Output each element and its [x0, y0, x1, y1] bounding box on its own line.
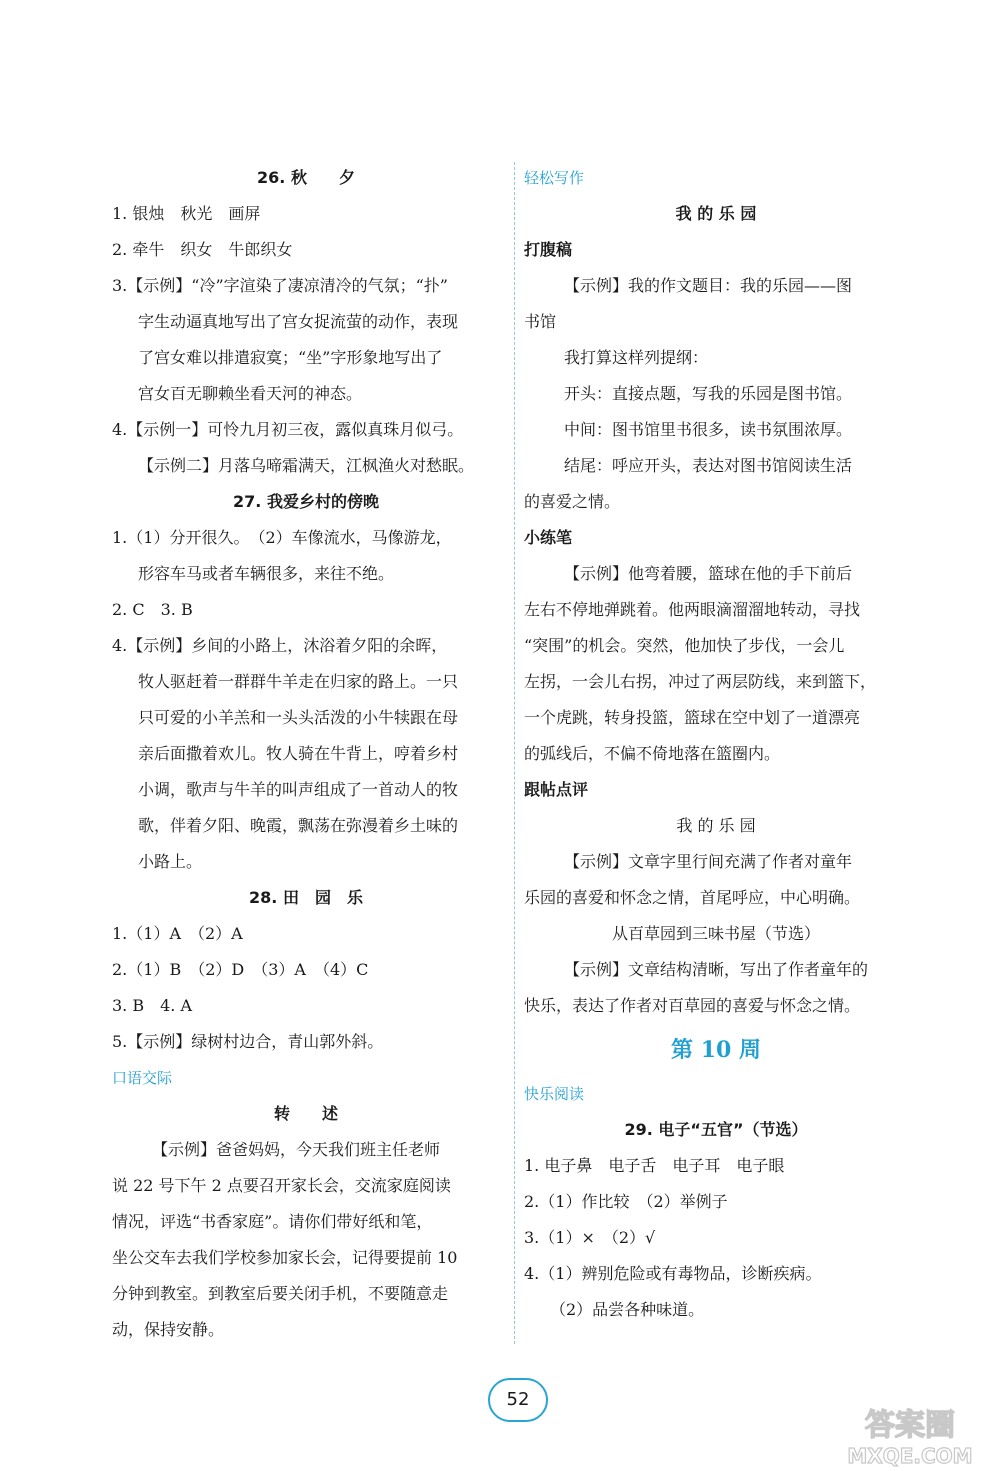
answer-line: 结尾：呼应开头，表达对图书馆阅读生活	[564, 456, 853, 475]
answer-line: 分钟到教室。到教室后要关闭手机，不要随意走	[112, 1284, 449, 1303]
answer-line: 动，保持安静。	[112, 1320, 225, 1339]
answer-line: 2.（1）作比较 （2）举例子	[524, 1192, 728, 1211]
answer-line: 宫女百无聊赖坐看天河的神态。	[138, 384, 363, 403]
answer-line: 【示例】爸爸妈妈，今天我们班主任老师	[152, 1140, 441, 1159]
answer-line: 1. 银烛 秋光 画屏	[112, 204, 261, 223]
lesson-title-28: 28. 田 园 乐	[249, 888, 363, 907]
answer-line: 4.【示例一】可怜九月初三夜，露似真珠月似弓。	[112, 420, 464, 439]
week-heading: 第 10 周	[671, 1037, 761, 1063]
answer-line: 情况，评选“书香家庭”。请你们带好纸和笔，	[112, 1212, 433, 1231]
answer-line: 牧人驱赶着一群群牛羊走在归家的路上。一只	[138, 672, 459, 691]
lesson-title-26: 26. 秋 夕	[257, 168, 355, 187]
answer-line: 【示例】我的作文题目：我的乐园——图	[564, 276, 853, 295]
answer-line: 的喜爱之情。	[524, 492, 621, 511]
answer-line: 的弧线后，不偏不倚地落在篮圈内。	[524, 744, 781, 763]
answer-line: 2.（1）B （2）D （3）A （4）C	[112, 960, 369, 979]
answer-line: 我打算这样列提纲：	[564, 348, 709, 367]
answer-line: （2）品尝各种味道。	[550, 1300, 705, 1319]
relay-title: 转 述	[273, 1104, 338, 1123]
column-divider	[514, 162, 515, 1344]
subheading-practice: 小练笔	[524, 528, 573, 547]
page-number: 52	[488, 1378, 548, 1422]
answer-line: 4.【示例】乡间的小路上，沐浴着夕阳的余晖，	[112, 636, 448, 655]
answer-line: 1.（1）A （2）A	[112, 924, 243, 943]
answer-line: 4.（1）辨别危险或有毒物品，诊断疾病。	[524, 1264, 822, 1283]
answer-line: 【示例】他弯着腰，篮球在他的手下前后	[564, 564, 853, 583]
answer-line: 快乐，表达了作者对百草园的喜爱与怀念之情。	[524, 996, 861, 1015]
answer-line: 坐公交车去我们学校参加家长会，记得要提前 10	[112, 1248, 458, 1267]
answer-line: 中间：图书馆里书很多，读书氛围浓厚。	[564, 420, 853, 439]
answer-line: 小路上。	[138, 852, 203, 871]
answer-line: 1. 电子鼻 电子舌 电子耳 电子眼	[524, 1156, 785, 1175]
answer-line: 说 22 号下午 2 点要召开家长会，交流家庭阅读	[112, 1176, 451, 1195]
answer-line: 【示例】文章结构清晰，写出了作者童年的	[564, 960, 869, 979]
answer-line: 左右不停地弹跳着。他两眼滴溜溜地转动，寻找	[524, 600, 861, 619]
left-column	[112, 160, 500, 1348]
answer-line: 小调，歌声与牛羊的叫声组成了一首动人的牧	[138, 780, 459, 799]
answer-line: “突围”的机会。突然，他加快了步伐，一会儿	[524, 636, 845, 655]
lesson-title-29: 29. 电子“五官”（节选）	[624, 1120, 808, 1139]
answer-line: 亲后面撒着欢儿。牧人骑在牛背上，哼着乡村	[138, 744, 459, 763]
answer-line: 形容车马或者车辆很多，来往不绝。	[138, 564, 395, 583]
svg-text:答案圈: 答案圈	[865, 1408, 955, 1443]
right-column	[524, 160, 908, 1328]
svg-text:MXQE.COM: MXQE.COM	[847, 1444, 973, 1468]
answer-line: 【示例】文章字里行间充满了作者对童年	[564, 852, 853, 871]
answer-line: 了宫女难以排遣寂寞；“坐”字形象地写出了	[138, 348, 443, 367]
answer-line: 1.（1）分开很久。 （2）车像流水，马像游龙，	[112, 528, 452, 547]
answer-line: 一个虎跳，转身投篮，篮球在空中划了一道漂亮	[524, 708, 861, 727]
section-happy-reading: 快乐阅读	[524, 1085, 585, 1103]
answer-line: 乐园的喜爱和怀念之情，首尾呼应，中心明确。	[524, 888, 861, 907]
answer-line: 【示例二】月落乌啼霜满天，江枫渔火对愁眠。	[138, 456, 475, 475]
subheading-review: 跟帖点评	[524, 780, 589, 799]
answer-line: 3.（1）× （2）√	[524, 1228, 656, 1247]
review-title-2: 从百草园到三味书屋（节选）	[611, 924, 820, 943]
watermark-logo	[820, 1395, 1000, 1471]
answer-line: 2. C 3. B	[112, 600, 193, 619]
subheading-draft: 打腹稿	[524, 240, 573, 259]
section-oral-communication: 口语交际	[112, 1069, 173, 1087]
section-easy-writing: 轻松写作	[524, 169, 585, 187]
answer-line: 左拐，一会儿右拐，冲过了两层防线，来到篮下，	[524, 672, 877, 691]
answer-line: 歌，伴着夕阳、晚霞，飘荡在弥漫着乡土味的	[138, 816, 459, 835]
answer-line: 字生动逼真地写出了宫女捉流萤的动作，表现	[138, 312, 459, 331]
essay-title: 我 的 乐 园	[675, 204, 757, 223]
answer-line: 2. 牵牛 织女 牛郎织女	[112, 240, 293, 259]
answer-line: 开头：直接点题，写我的乐园是图书馆。	[564, 384, 853, 403]
lesson-title-27: 27. 我爱乡村的傍晚	[233, 492, 379, 511]
answer-line: 3. B 4. A	[112, 996, 193, 1015]
answer-line: 书馆	[524, 312, 557, 331]
review-title-1: 我 的 乐 园	[676, 816, 756, 835]
answer-line: 只可爱的小羊羔和一头头活泼的小牛犊跟在母	[138, 708, 459, 727]
answer-line: 3.【示例】“冷”字渲染了凄凉清冷的气氛；“扑”	[112, 276, 448, 295]
answer-line: 5.【示例】绿树村边合，青山郭外斜。	[112, 1032, 384, 1051]
